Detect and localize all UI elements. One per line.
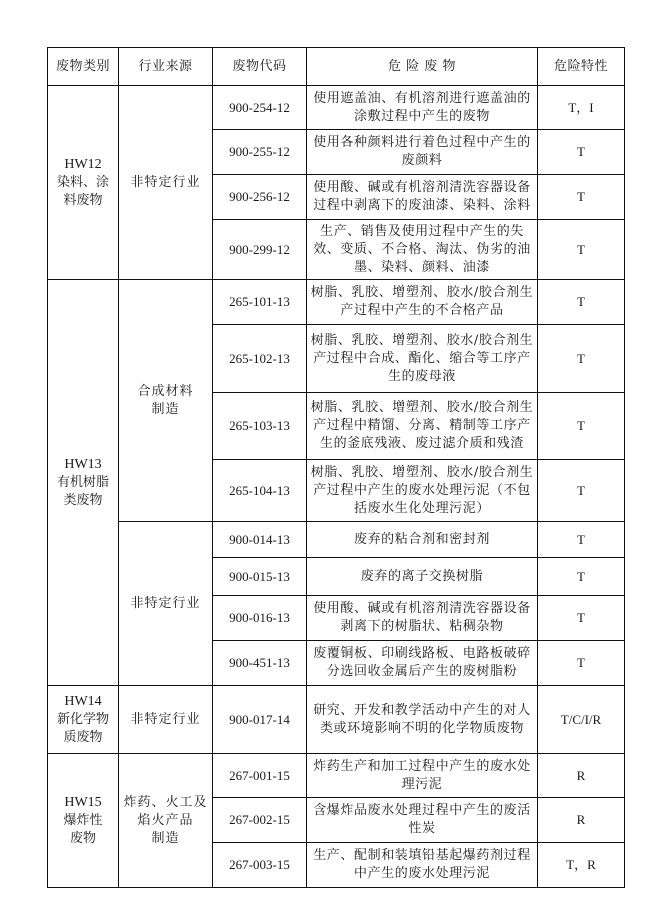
category-cell-hw12 — [48, 86, 119, 280]
waste-code: 267-001-15 — [213, 754, 307, 798]
waste-description: 使用各种颜料进行着色过程中产生的废颜料 — [307, 130, 538, 175]
waste-description: 废弃的离子交换树脂 — [307, 558, 538, 596]
category-code: HW14 — [64, 693, 102, 709]
source-name: 非特定行业 — [130, 595, 201, 611]
header-category: 废物类别 — [48, 48, 119, 86]
hazard-property: R — [538, 754, 625, 798]
source-cell — [119, 686, 213, 754]
source-name-line: 制造 — [151, 830, 180, 846]
category-name-line: 质废物 — [63, 729, 103, 745]
header-hazard: 危险特性 — [538, 48, 625, 86]
waste-code: 900-015-13 — [213, 558, 307, 596]
category-name-line: 废物 — [69, 830, 96, 846]
hazard-property: T/C/I/R — [538, 686, 625, 754]
category-name-line: 有机树脂 — [56, 474, 109, 490]
hazard-property: T — [538, 175, 625, 220]
waste-code: 900-255-12 — [213, 130, 307, 175]
hazard-property: T — [538, 130, 625, 175]
waste-code: 900-017-14 — [213, 686, 307, 754]
hazard-property: T — [538, 460, 625, 522]
category-cell-hw14 — [48, 686, 119, 754]
header-source: 行业来源 — [119, 48, 213, 86]
table-row — [48, 754, 625, 798]
waste-description: 树脂、乳胶、增塑剂、胶水/胶合剂生产过程中精馏、分离、精制等工序产生的釜底残液、废过滤介质和残渣 — [307, 393, 538, 460]
hazardous-waste-table — [47, 47, 625, 888]
source-name: 非特定行业 — [130, 174, 201, 190]
table-row — [48, 280, 625, 325]
hazard-property: T — [538, 325, 625, 393]
table-row — [48, 686, 625, 754]
source-name-line: 炸药、火工及 — [123, 794, 208, 810]
category-code: HW13 — [64, 456, 102, 472]
source-cell — [119, 280, 213, 522]
hazard-property: T — [538, 558, 625, 596]
waste-code: 900-254-12 — [213, 86, 307, 130]
category-name-line: 爆炸性 — [63, 812, 103, 828]
category-name-line: 类废物 — [63, 492, 103, 508]
category-code: HW15 — [64, 794, 102, 810]
category-cell-hw13 — [48, 280, 119, 686]
waste-code: 265-101-13 — [213, 280, 307, 325]
source-cell — [119, 86, 213, 280]
waste-description: 生产、配制和装填铅基起爆药剂过程中产生的废水处理污泥 — [307, 843, 538, 888]
hazard-property: T，R — [538, 843, 625, 888]
waste-code: 900-299-12 — [213, 220, 307, 280]
hazard-property: T — [538, 596, 625, 641]
hazard-property: T，I — [538, 86, 625, 130]
hazard-property: T — [538, 641, 625, 686]
waste-description: 研究、开发和教学活动中产生的对人类或环境影响不明的化学物质废物 — [307, 686, 538, 754]
waste-code: 265-102-13 — [213, 325, 307, 393]
hazard-property: R — [538, 798, 625, 843]
waste-code: 900-014-13 — [213, 522, 307, 558]
source-name-line: 制造 — [151, 401, 180, 417]
category-name-line: 新化学物 — [56, 711, 109, 727]
category-cell-hw15 — [48, 754, 119, 888]
waste-description: 使用酸、碱或有机溶剂清洗容器设备剥离下的树脂状、粘稠杂物 — [307, 596, 538, 641]
waste-description: 含爆炸品废水处理过程中产生的废活性炭 — [307, 798, 538, 843]
waste-code: 267-003-15 — [213, 843, 307, 888]
waste-description: 使用遮盖油、有机溶剂进行遮盖油的涂敷过程中产生的废物 — [307, 86, 538, 130]
waste-description: 树脂、乳胶、增塑剂、胶水/胶合剂生产过程中产生的废水处理污泥（不包括废水生化处理污泥） — [307, 460, 538, 522]
hazard-property: T — [538, 522, 625, 558]
source-cell — [119, 754, 213, 888]
hazard-property: T — [538, 280, 625, 325]
waste-code: 900-256-12 — [213, 175, 307, 220]
waste-code: 265-104-13 — [213, 460, 307, 522]
header-code: 废物代码 — [213, 48, 307, 86]
waste-description: 树脂、乳胶、增塑剂、胶水/胶合剂生产过程中合成、酯化、缩合等工序产生的废母液 — [307, 325, 538, 393]
waste-code: 265-103-13 — [213, 393, 307, 460]
waste-code: 267-002-15 — [213, 798, 307, 843]
waste-description: 炸药生产和加工过程中产生的废水处理污泥 — [307, 754, 538, 798]
source-name: 非特定行业 — [130, 711, 201, 727]
category-name-line: 染料、涂 — [56, 174, 109, 190]
waste-description: 使用酸、碱或有机溶剂清洗容器设备过程中剥离下的废油漆、染料、涂料 — [307, 175, 538, 220]
waste-description: 生产、销售及使用过程中产生的失效、变质、不合格、淘汰、伪劣的油墨、染料、颜料、油漆 — [307, 220, 538, 280]
category-code: HW12 — [64, 156, 102, 172]
category-name-line: 料废物 — [63, 192, 103, 208]
waste-code: 900-016-13 — [213, 596, 307, 641]
source-name-line: 焰火产品 — [137, 812, 194, 828]
waste-description: 树脂、乳胶、增塑剂、胶水/胶合剂生产过程中产生的不合格产品 — [307, 280, 538, 325]
hazard-property: T — [538, 393, 625, 460]
source-name-line: 合成材料 — [137, 383, 194, 399]
source-cell — [119, 522, 213, 686]
table-row — [48, 86, 625, 130]
waste-description: 废覆铜板、印刷线路板、电路板破碎分选回收金属后产生的废树脂粉 — [307, 641, 538, 686]
table-row — [48, 522, 625, 558]
hazard-property: T — [538, 220, 625, 280]
waste-code: 900-451-13 — [213, 641, 307, 686]
header-row — [48, 48, 625, 86]
waste-description: 废弃的粘合剂和密封剂 — [307, 522, 538, 558]
header-description: 危 险 废 物 — [307, 48, 538, 86]
